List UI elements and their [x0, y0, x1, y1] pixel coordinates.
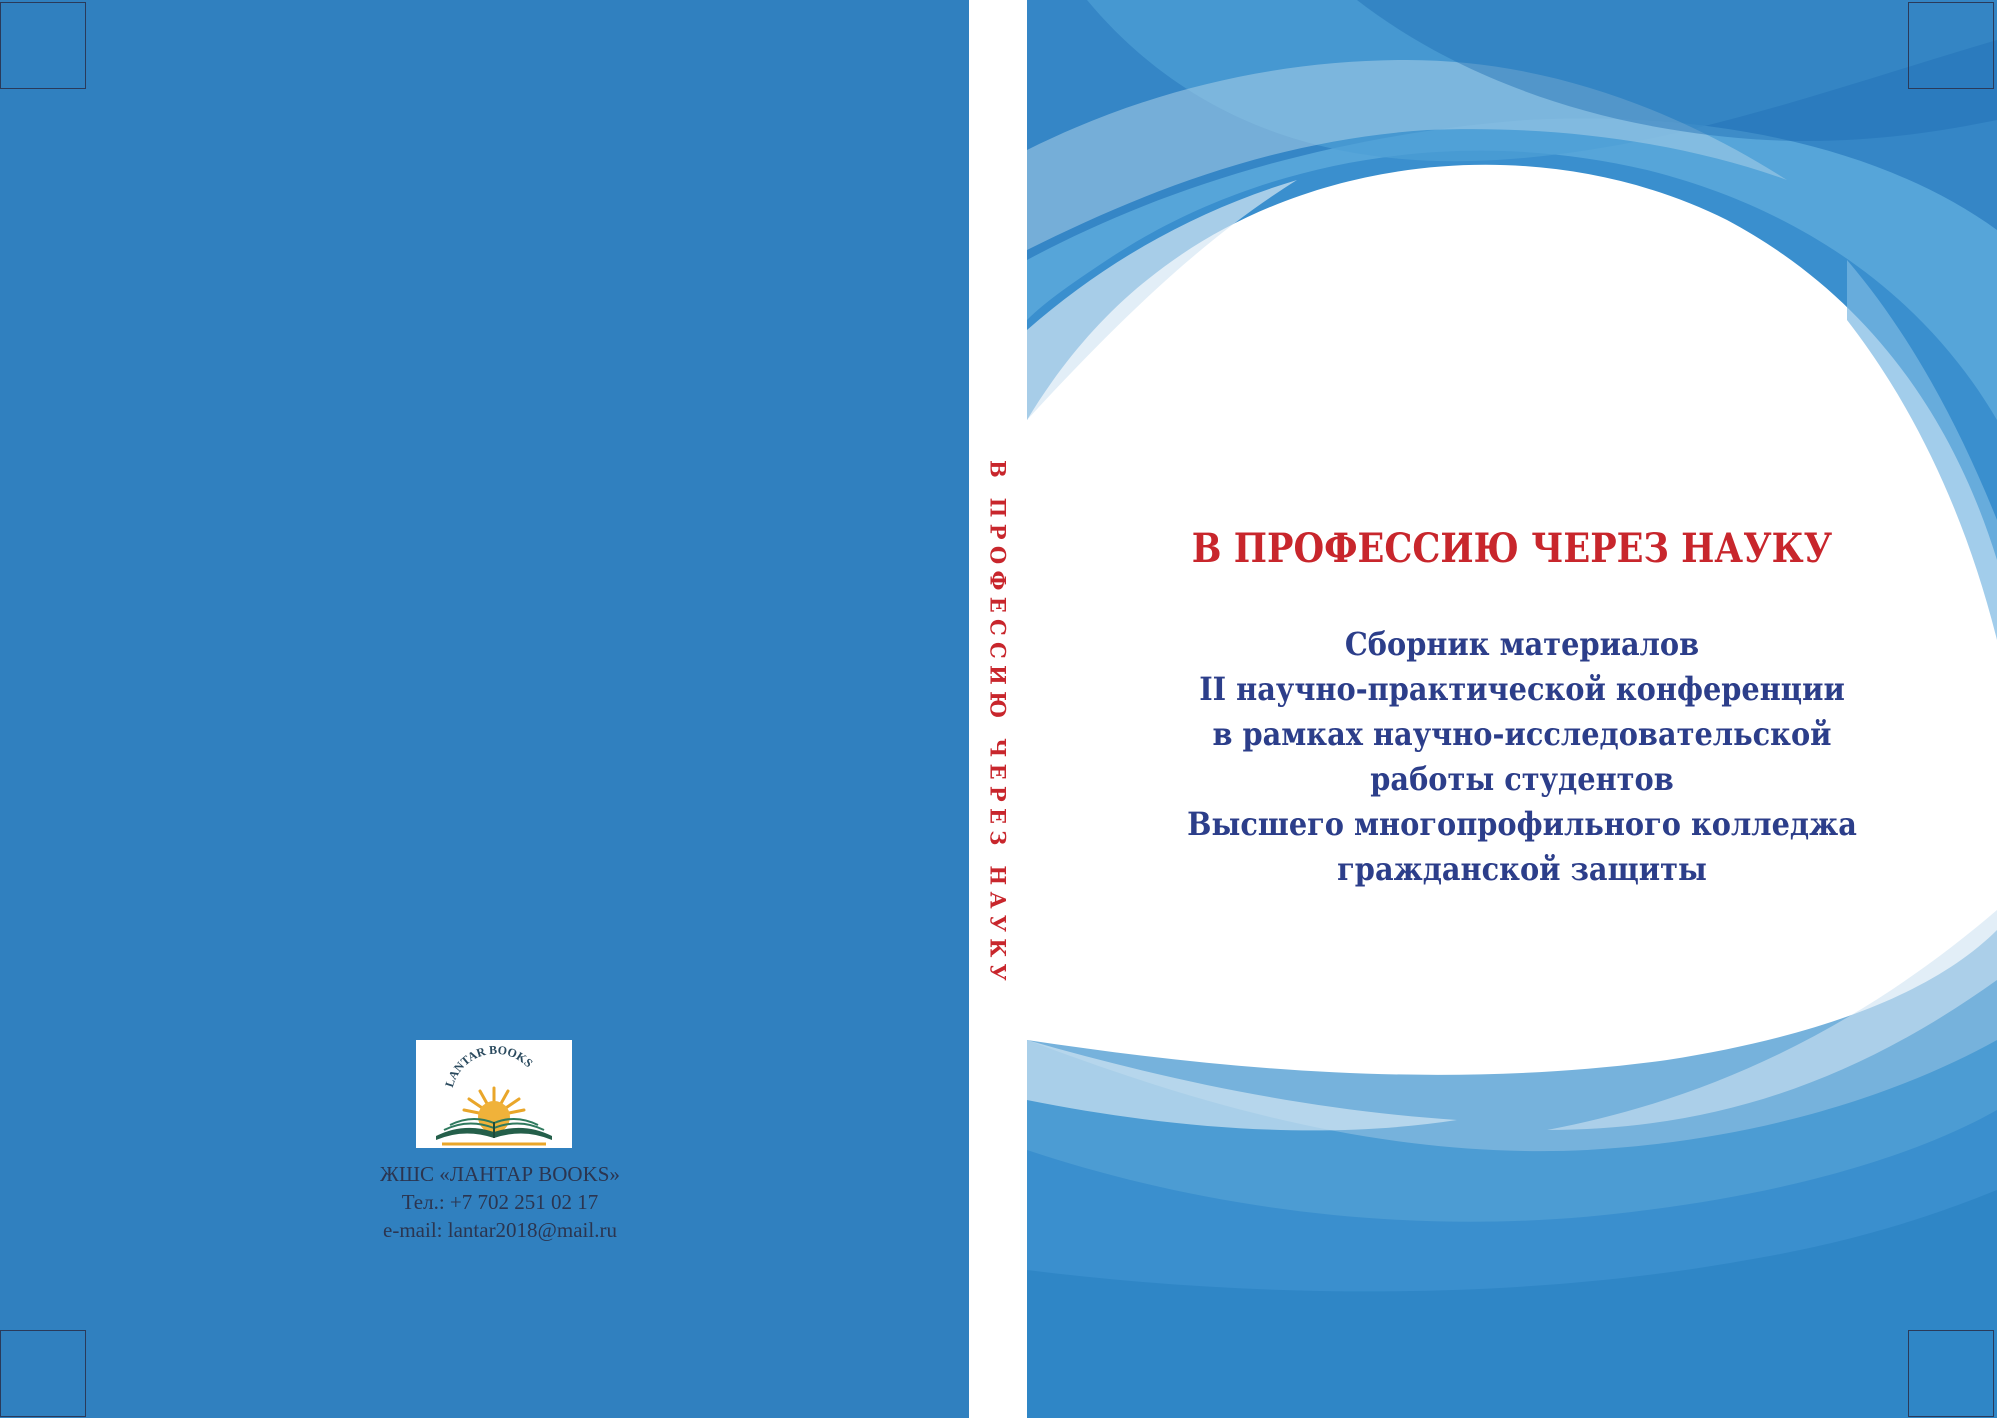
- crop-mark-top-right-icon: [1908, 2, 1994, 89]
- subtitle-line: Высшего многопрофильного колледжа: [1187, 805, 1857, 843]
- crop-mark-top-left-icon: [0, 2, 86, 89]
- publisher-name: ЖШС «ЛАНТАР BOOKS»: [380, 1162, 620, 1186]
- subtitle-line: Сборник материалов: [1344, 625, 1700, 663]
- back-cover: [0, 0, 969, 1418]
- book-title: В ПРОФЕССИЮ ЧЕРЕЗ НАУКУ: [1191, 525, 1833, 572]
- svg-text:LANTAR BOOKS: [442, 1043, 536, 1089]
- publisher-logo: [416, 1040, 572, 1148]
- subtitle-line: II научно-практической конференции: [1199, 670, 1845, 708]
- subtitle-line: гражданской защиты: [1337, 850, 1707, 888]
- book-subtitle: [1113, 622, 1932, 892]
- publisher-info: [300, 1160, 700, 1244]
- spine-title: В ПРОФЕССИЮ ЧЕРЕЗ НАУКУ: [985, 460, 1011, 987]
- open-book-sun-icon: [416, 1040, 572, 1148]
- subtitle-line: работы студентов: [1370, 760, 1674, 798]
- publisher-email: e-mail: lantar2018@mail.ru: [383, 1218, 617, 1242]
- publisher-logo-text: LANTAR BOOKS: [442, 1042, 536, 1089]
- book-spine: [969, 0, 1027, 1418]
- publisher-phone: Тел.: +7 702 251 02 17: [401, 1190, 599, 1214]
- crop-mark-bottom-right-icon: [1908, 1330, 1994, 1417]
- subtitle-line: в рамках научно-исследовательской: [1212, 715, 1832, 753]
- crop-mark-bottom-left-icon: [0, 1330, 86, 1417]
- front-cover: [1027, 0, 1997, 1418]
